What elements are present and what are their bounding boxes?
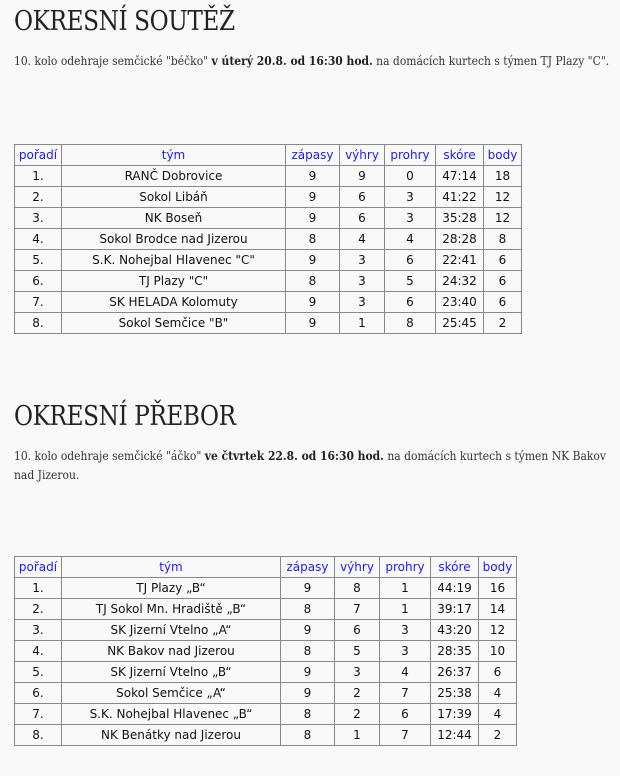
cell-rank: 6. (15, 271, 62, 292)
cell-points: 6 (479, 662, 517, 683)
cell-matches: 9 (286, 250, 340, 271)
cell-wins: 3 (340, 292, 385, 313)
column-header-wins: výhry (335, 557, 380, 578)
table-row (15, 166, 522, 187)
cell-rank: 2. (15, 187, 62, 208)
cell-rank: 6. (15, 683, 62, 704)
section-okresni-prebor (14, 395, 614, 742)
cell-points: 6 (484, 292, 522, 313)
cell-rank: 4. (15, 229, 62, 250)
cell-team: NK Bakov nad Jizerou (62, 641, 281, 662)
section-title: OKRESNÍ PŘEBOR (14, 401, 236, 432)
cell-losses: 5 (385, 271, 436, 292)
column-header-points: body (479, 557, 517, 578)
cell-matches: 9 (286, 313, 340, 334)
cell-points: 6 (484, 250, 522, 271)
cell-score: 44:19 (431, 578, 479, 599)
cell-losses: 6 (385, 292, 436, 313)
table-row (15, 208, 522, 229)
cell-team: SK Jizerní Vtelno „A“ (62, 620, 281, 641)
cell-matches: 9 (286, 166, 340, 187)
cell-matches: 9 (286, 208, 340, 229)
cell-matches: 9 (286, 292, 340, 313)
column-header-points: body (484, 145, 522, 166)
cell-matches: 8 (286, 229, 340, 250)
cell-wins: 1 (340, 313, 385, 334)
info-text: na domácích kurtech s týmen TJ Plazy "C". (372, 53, 610, 68)
table-row (15, 641, 517, 662)
column-header-score: skóre (436, 145, 484, 166)
column-header-wins: výhry (340, 145, 385, 166)
cell-losses: 1 (380, 578, 431, 599)
cell-points: 14 (479, 599, 517, 620)
info-date: ve čtvrtek 22.8. od 16:30 hod. (204, 448, 384, 463)
cell-team: RANČ Dobrovice (62, 166, 286, 187)
column-header-losses: prohry (385, 145, 436, 166)
table-row (15, 704, 517, 725)
cell-team: NK Boseň (62, 208, 286, 229)
cell-team: S.K. Nohejbal Hlavenec „B“ (62, 704, 281, 725)
cell-wins: 2 (335, 683, 380, 704)
cell-score: 17:39 (431, 704, 479, 725)
cell-matches: 9 (281, 578, 335, 599)
cell-matches: 8 (281, 725, 335, 746)
cell-rank: 1. (15, 578, 62, 599)
cell-points: 4 (479, 683, 517, 704)
cell-losses: 4 (380, 662, 431, 683)
cell-team: SK Jizerní Vtelno „B“ (62, 662, 281, 683)
cell-team: Sokol Libáň (62, 187, 286, 208)
cell-rank: 1. (15, 166, 62, 187)
cell-wins: 5 (335, 641, 380, 662)
column-header-matches: zápasy (286, 145, 340, 166)
cell-wins: 3 (340, 250, 385, 271)
table-row (15, 271, 522, 292)
match-info (14, 446, 616, 484)
cell-score: 23:40 (436, 292, 484, 313)
cell-score: 43:20 (431, 620, 479, 641)
cell-rank: 7. (15, 704, 62, 725)
cell-team: Sokol Brodce nad Jizerou (62, 229, 286, 250)
cell-team: Sokol Semčice „A“ (62, 683, 281, 704)
cell-points: 16 (479, 578, 517, 599)
cell-points: 8 (484, 229, 522, 250)
cell-rank: 8. (15, 725, 62, 746)
cell-team: SK HELADA Kolomuty (62, 292, 286, 313)
cell-wins: 7 (335, 599, 380, 620)
table-row (15, 313, 522, 334)
cell-points: 12 (484, 187, 522, 208)
cell-matches: 8 (281, 599, 335, 620)
table-row (15, 725, 517, 746)
cell-rank: 7. (15, 292, 62, 313)
cell-wins: 1 (335, 725, 380, 746)
cell-team: Sokol Semčice "B" (62, 313, 286, 334)
cell-rank: 2. (15, 599, 62, 620)
info-text: 10. kolo odehraje semčické "áčko" (14, 448, 205, 463)
cell-matches: 8 (281, 641, 335, 662)
table-row (15, 599, 517, 620)
cell-losses: 3 (385, 187, 436, 208)
info-date: v úterý 20.8. od 16:30 hod. (211, 53, 373, 68)
table-row (15, 292, 522, 313)
table-row (15, 662, 517, 683)
cell-wins: 6 (340, 208, 385, 229)
cell-points: 10 (479, 641, 517, 662)
cell-score: 28:35 (431, 641, 479, 662)
table-row (15, 620, 517, 641)
cell-wins: 2 (335, 704, 380, 725)
cell-losses: 8 (385, 313, 436, 334)
cell-wins: 8 (335, 578, 380, 599)
info-text: na domácích kurtech s týmen NK Bakov nad Jizerou. (14, 448, 606, 482)
cell-score: 28:28 (436, 229, 484, 250)
cell-points: 4 (479, 704, 517, 725)
cell-losses: 7 (380, 725, 431, 746)
column-header-losses: prohry (380, 557, 431, 578)
cell-team: TJ Sokol Mn. Hradiště „B“ (62, 599, 281, 620)
cell-wins: 4 (340, 229, 385, 250)
cell-points: 2 (479, 725, 517, 746)
cell-team: TJ Plazy „B“ (62, 578, 281, 599)
cell-losses: 3 (380, 641, 431, 662)
table-row (15, 229, 522, 250)
table-header-row (15, 145, 522, 166)
cell-rank: 8. (15, 313, 62, 334)
standings-table (14, 144, 522, 334)
info-text: 10. kolo odehraje semčické "béčko" (14, 53, 212, 68)
cell-score: 47:14 (436, 166, 484, 187)
cell-rank: 3. (15, 620, 62, 641)
cell-rank: 3. (15, 208, 62, 229)
cell-team: S.K. Nohejbal Hlavenec "C" (62, 250, 286, 271)
cell-points: 2 (484, 313, 522, 334)
cell-score: 24:32 (436, 271, 484, 292)
cell-score: 25:38 (431, 683, 479, 704)
cell-wins: 3 (335, 662, 380, 683)
table-row (15, 578, 517, 599)
cell-losses: 4 (385, 229, 436, 250)
cell-score: 39:17 (431, 599, 479, 620)
section-title: OKRESNÍ SOUTĚŽ (14, 6, 235, 37)
cell-losses: 1 (380, 599, 431, 620)
match-info (14, 51, 616, 70)
column-header-score: skóre (431, 557, 479, 578)
cell-matches: 8 (281, 704, 335, 725)
standings-table (14, 556, 517, 746)
cell-points: 18 (484, 166, 522, 187)
cell-matches: 9 (281, 683, 335, 704)
cell-rank: 4. (15, 641, 62, 662)
cell-team: TJ Plazy "C" (62, 271, 286, 292)
column-header-team: tým (62, 557, 281, 578)
column-header-rank: pořadí (15, 557, 62, 578)
table-header-row (15, 557, 517, 578)
cell-wins: 3 (340, 271, 385, 292)
cell-points: 12 (479, 620, 517, 641)
cell-matches: 9 (281, 662, 335, 683)
cell-points: 12 (484, 208, 522, 229)
table-row (15, 250, 522, 271)
cell-losses: 6 (380, 704, 431, 725)
cell-wins: 6 (340, 187, 385, 208)
cell-wins: 9 (340, 166, 385, 187)
cell-score: 12:44 (431, 725, 479, 746)
cell-matches: 9 (281, 620, 335, 641)
table-row (15, 187, 522, 208)
cell-losses: 0 (385, 166, 436, 187)
cell-score: 35:28 (436, 208, 484, 229)
cell-team: NK Benátky nad Jizerou (62, 725, 281, 746)
cell-score: 22:41 (436, 250, 484, 271)
column-header-rank: pořadí (15, 145, 62, 166)
cell-points: 6 (484, 271, 522, 292)
cell-rank: 5. (15, 662, 62, 683)
cell-losses: 6 (385, 250, 436, 271)
column-header-matches: zápasy (281, 557, 335, 578)
cell-wins: 6 (335, 620, 380, 641)
section-okresni-soutez (14, 0, 614, 330)
cell-losses: 3 (385, 208, 436, 229)
cell-losses: 7 (380, 683, 431, 704)
cell-losses: 3 (380, 620, 431, 641)
cell-score: 26:37 (431, 662, 479, 683)
cell-score: 25:45 (436, 313, 484, 334)
table-row (15, 683, 517, 704)
cell-rank: 5. (15, 250, 62, 271)
column-header-team: tým (62, 145, 286, 166)
cell-matches: 9 (286, 187, 340, 208)
cell-matches: 8 (286, 271, 340, 292)
cell-score: 41:22 (436, 187, 484, 208)
